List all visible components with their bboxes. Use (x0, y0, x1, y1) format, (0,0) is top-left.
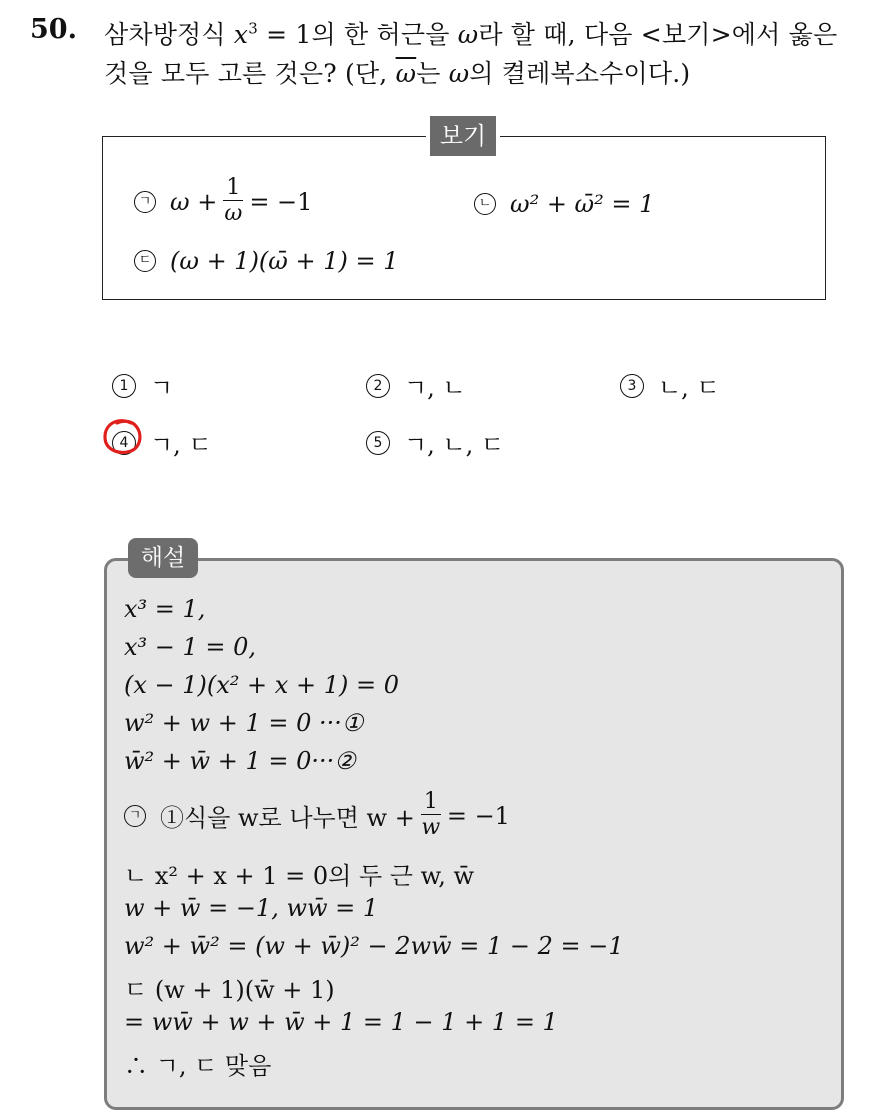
bogi-mark-1: ㄱ (134, 191, 156, 213)
solution-line-2: x³ − 1 = 0, (124, 633, 257, 661)
answer-circle-mark (101, 417, 145, 457)
bogi-item-1: ㄱ ω + $\frac{1}{\omega}$ = −1 (134, 176, 312, 227)
question-number: 50. (30, 14, 77, 45)
solution-line-5: w̄² + w̄ + 1 = 0···② (124, 747, 356, 775)
solution-fraction: $\frac{1}{w}$ (421, 789, 441, 840)
question-line-2: 것을 모두 고른 것은? (단, $\overline{\omega}$는 ω의 켤레복소수이다.) (104, 59, 691, 88)
solution-line-9: w² + w̄² = (w + w̄)² − 2ww̄ = 1 − 2 = −1 (124, 932, 624, 960)
solution-mark-1: ㄱ (124, 805, 146, 827)
bogi-mark-2: ㄴ (474, 193, 496, 215)
solution-line-12: ∴ ㄱ, ㄷ 맞음 (124, 1052, 272, 1080)
solution-line-4: w² + w + 1 = 0 ···① (124, 709, 364, 737)
choice-3[interactable]: 3 ㄴ, ㄷ (620, 368, 720, 403)
bogi-mark-3: ㄷ (134, 250, 156, 272)
solution-line-7: ㄴ x² + x + 1 = 0의 두 근 w, w̄ (124, 862, 475, 890)
solution-line-11: = ww̄ + w + w̄ + 1 = 1 − 1 + 1 = 1 (124, 1008, 558, 1036)
bogi-title: 보기 (430, 116, 496, 156)
bogi-fraction: $\frac{1}{\omega}$ (224, 175, 243, 226)
bogi-item-3: ㄷ (ω + 1)(ω̄ + 1) = 1 (134, 247, 399, 275)
solution-line-6: ㄱ ①식을 w로 나누면 w + $\frac{1}{w}$ = −1 (124, 790, 510, 841)
solution-line-10: ㄷ (w + 1)(w̄ + 1) (124, 976, 335, 1004)
solution-line-8: w + w̄ = −1, ww̄ = 1 (124, 894, 379, 922)
solution-line-3: (x − 1)(x² + x + 1) = 0 (124, 671, 399, 699)
choice-1[interactable]: 1 ㄱ (112, 368, 173, 403)
solution-line-1: x³ = 1, (124, 595, 206, 623)
solution-title: 해설 (128, 538, 198, 578)
choice-5[interactable]: 5 ㄱ, ㄴ, ㄷ (366, 425, 504, 460)
question-line-1: 삼차방정식 $x^3 = 1$의 한 허근을 ω라 할 때, 다음 <보기>에서 옳은 (104, 19, 838, 49)
choice-2[interactable]: 2 ㄱ, ㄴ (366, 368, 466, 403)
bogi-item-2: ㄴ ω² + ω̄² = 1 (474, 190, 654, 218)
choice-4[interactable]: 4 ㄱ, ㄷ (112, 425, 212, 460)
